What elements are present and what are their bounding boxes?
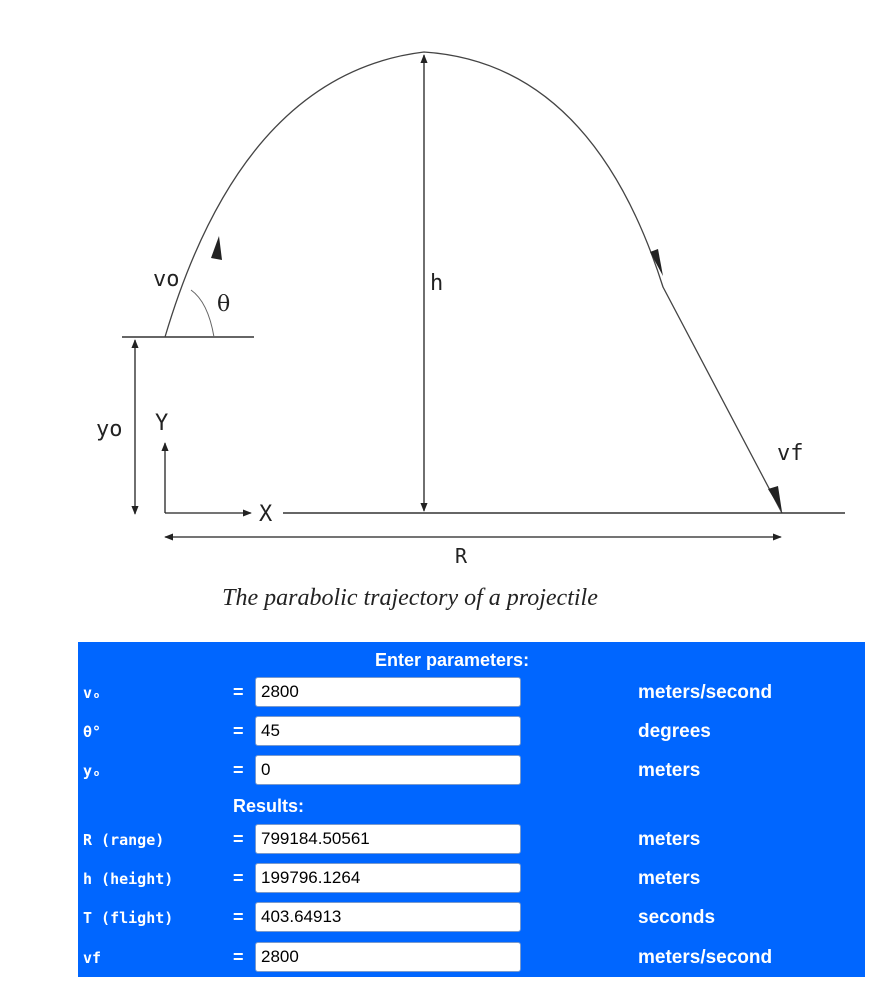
trajectory-curve: [165, 52, 782, 513]
label-x-axis: X: [259, 502, 273, 527]
result-row-height: [78, 863, 865, 893]
equals-sign: =: [233, 721, 244, 741]
equals-sign: =: [233, 829, 244, 849]
trajectory-arrow-down: [650, 249, 663, 276]
y0-input[interactable]: [255, 755, 521, 785]
equals-sign: =: [233, 682, 244, 702]
result-row-range: [78, 824, 865, 854]
input-label-v0: vₒ: [83, 684, 102, 702]
input-row-v0: [78, 677, 865, 707]
flight-time-output[interactable]: [255, 902, 521, 932]
unit-v0: meters/second: [638, 682, 773, 703]
input-row-y0: [78, 755, 865, 785]
label-v0-main: vo: [153, 267, 180, 292]
unit-range: meters: [638, 829, 701, 850]
result-label-vf: vf: [83, 949, 102, 967]
label-v0: [153, 267, 180, 292]
equals-sign: =: [233, 947, 244, 967]
input-heading: Enter parameters:: [375, 650, 530, 670]
unit-vf: meters/second: [638, 947, 773, 968]
unit-height: meters: [638, 868, 701, 889]
input-label-y0: yₒ: [83, 762, 102, 780]
result-label-flight: T (flight): [83, 909, 174, 927]
unit-theta: degrees: [638, 721, 711, 742]
trajectory-arrow-up: [211, 236, 222, 260]
equals-sign: =: [233, 760, 244, 780]
result-row-vf: [78, 942, 865, 972]
calculator-panel: [78, 642, 865, 977]
label-vf: vf: [777, 441, 804, 466]
diagram-caption: The parabolic trajectory of a projectile: [222, 585, 598, 611]
angle-arc: [191, 290, 214, 337]
label-h: h: [430, 271, 444, 296]
equals-sign: =: [233, 868, 244, 888]
range-output[interactable]: [255, 824, 521, 854]
label-y0: yo: [96, 417, 123, 442]
result-label-range: R (range): [83, 831, 165, 849]
input-label-theta: θ°: [83, 723, 102, 741]
result-label-height: h (height): [83, 870, 174, 888]
result-row-flight: [78, 902, 865, 932]
unit-y0: meters: [638, 760, 701, 781]
label-theta: θ: [217, 292, 231, 317]
vf-output[interactable]: [255, 942, 521, 972]
trajectory-arrow-end: [768, 486, 782, 512]
unit-flight: seconds: [638, 907, 716, 928]
height-output[interactable]: [255, 863, 521, 893]
v0-input[interactable]: [255, 677, 521, 707]
theta-input[interactable]: [255, 716, 521, 746]
results-heading: Results:: [233, 796, 305, 816]
input-row-theta: [78, 716, 865, 746]
equals-sign: =: [233, 907, 244, 927]
label-y-axis: Y: [155, 411, 169, 436]
label-range: R: [455, 544, 468, 568]
